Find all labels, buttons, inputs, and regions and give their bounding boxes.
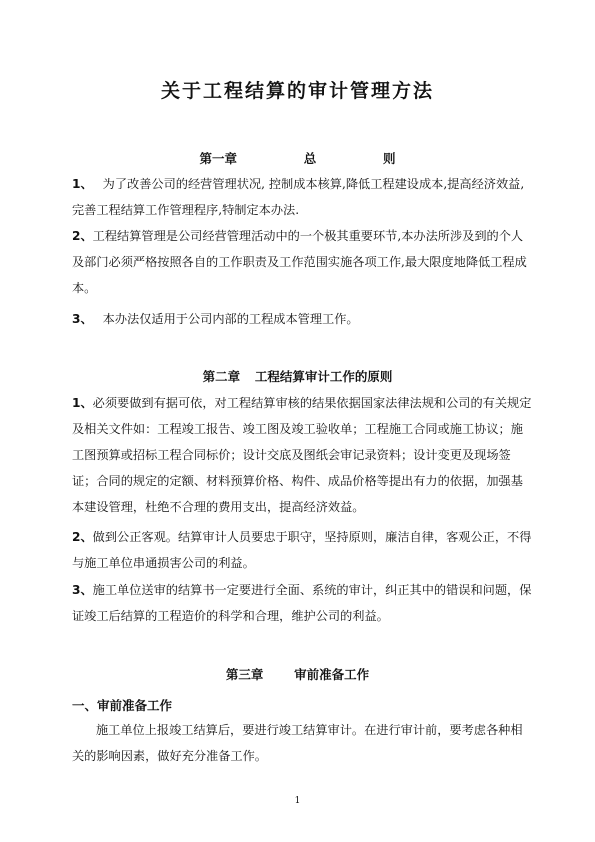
chapter-1-item-2 (72, 223, 532, 301)
item-number: 1、 (72, 396, 93, 410)
chapter-1-heading (0, 149, 595, 167)
item-number: 2、 (72, 530, 93, 544)
section-1-paragraph: 施工单位上报竣工结算后，要进行竣工结算审计。在进行审计前，要考虑各种相关的影响因素，做好充分准备工作。 (72, 723, 523, 763)
section-heading: 一、审前准备工作 (72, 698, 173, 713)
chapter-1-item-1 (72, 171, 532, 223)
item-number: 1、 (72, 177, 93, 191)
chapter-2-item-3 (72, 577, 532, 629)
chapter-2-title: 工程结算审计工作的原则 (254, 369, 393, 384)
chapter-3-heading (0, 665, 595, 683)
chapter-2-item-2 (72, 524, 532, 576)
item-number: 3、 (72, 312, 93, 326)
chapter-2-item-1 (72, 390, 532, 520)
item-number: 2、 (72, 229, 93, 243)
item-number: 3、 (72, 583, 93, 597)
chapter-3-label: 第三章 (225, 667, 264, 682)
chapter-3-title: 审前准备工作 (294, 667, 370, 682)
page-number: 1 (294, 796, 301, 806)
chapter-1-title-b: 则 (382, 151, 396, 166)
item-text: 为了改善公司的经营管理状况, 控制成本核算,降低工程建设成本,提高经济效益,完善工程结算工作管理程序,特制定本办法. (72, 177, 525, 217)
chapter-2-heading (0, 367, 595, 385)
document-title: 关于工程结算的审计管理方法 (160, 80, 434, 102)
item-text: 施工单位送审的结算书一定要进行全面、系统的审计，纠正其中的错误和问题，保证竣工后结算的工程造价的科学和合理，维护公司的利益。 (72, 583, 532, 623)
chapter-2-label: 第二章 (202, 369, 241, 384)
chapter-1-label: 第一章 (199, 151, 238, 166)
item-text: 必须要做到有据可依，对工程结算审核的结果依据国家法律法规和公司的有关规定及相关文件如：工程竣工报告、竣工图及竣工验收单；工程施工合同或施工协议；施工图预算或招标工程合同标价；设计交底及图纸会审记录资料；设计变更及现场签证；合同的规定的定额、材料预算价格、构件、成品价格等提出有力的依据，加强基本建设管理，杜绝不合理的费用支出，提高经济效益。 (72, 396, 532, 514)
chapter-1-title-a: 总 (303, 151, 317, 166)
chapter-1-item-3 (72, 306, 532, 332)
item-text: 做到公正客观。结算审计人员要忠于职守，坚持原则，廉洁自律，客观公正，不得与施工单位串通损害公司的利益。 (72, 530, 532, 570)
item-text: 工程结算管理是公司经营管理活动中的一个极其重要环节,本办法所涉及到的个人及部门必须严格按照各自的工作职责及工作范围实施各项工作,最大限度地降低工程成本。 (72, 229, 527, 295)
item-text: 本办法仅适用于公司内部的工程成本管理工作。 (102, 312, 359, 326)
